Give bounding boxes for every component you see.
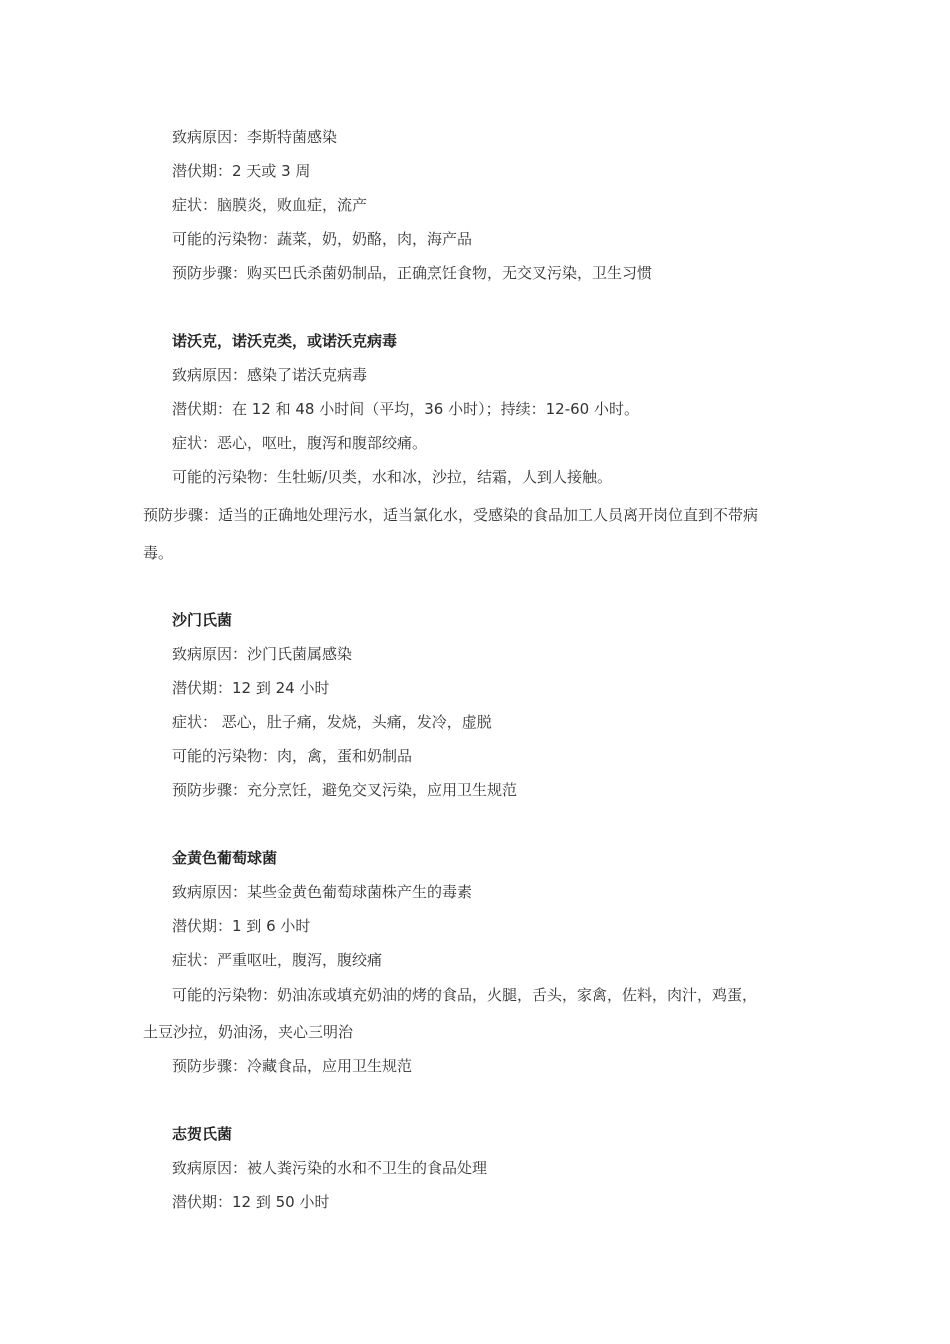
norovirus-prevention: 预防步骤：适当的正确地处理污水，适当氯化水，受感染的食品加工人员离开岗位直到不带病 (143, 506, 759, 524)
norovirus-prevention-continued: 毒。 (143, 544, 174, 562)
staphylococcus-prevention: 预防步骤：冷藏食品，应用卫生规范 (172, 1057, 413, 1075)
listeria-incubation: 潜伏期：2 天或 3 周 (172, 162, 311, 180)
norovirus-contaminants: 可能的污染物：生牡蛎/贝类，水和冰，沙拉，结霜，人到人接触。 (172, 468, 613, 486)
staphylococcus-cause: 致病原因：某些金黄色葡萄球菌株产生的毒素 (172, 883, 473, 901)
listeria-symptoms: 症状：脑膜炎，败血症，流产 (172, 196, 368, 214)
norovirus-cause: 致病原因：感染了诺沃克病毒 (172, 366, 368, 384)
staphylococcus-symptoms: 症状：严重呕吐，腹泻，腹绞痛 (172, 951, 383, 969)
staphylococcus-heading: 金黄色葡萄球菌 (172, 849, 278, 867)
listeria-cause: 致病原因：李斯特菌感染 (172, 128, 338, 146)
listeria-contaminants: 可能的污染物：蔬菜，奶，奶酪，肉，海产品 (172, 230, 473, 248)
salmonella-heading: 沙门氏菌 (172, 611, 233, 629)
staphylococcus-contaminants-continued: 土豆沙拉，奶油汤，夹心三明治 (143, 1023, 354, 1041)
staphylococcus-incubation: 潜伏期：1 到 6 小时 (172, 917, 311, 935)
salmonella-prevention: 预防步骤：充分烹饪，避免交叉污染，应用卫生规范 (172, 781, 518, 799)
staphylococcus-contaminants: 可能的污染物：奶油冻或填充奶油的烤的食品，火腿，舌头，家禽，佐料，肉汁，鸡蛋， (172, 986, 758, 1004)
shigella-incubation: 潜伏期：12 到 50 小时 (172, 1193, 330, 1211)
salmonella-contaminants: 可能的污染物：肉，禽，蛋和奶制品 (172, 747, 413, 765)
salmonella-symptoms: 症状： 恶心，肚子痛，发烧，头痛，发冷，虚脱 (172, 713, 492, 731)
shigella-heading: 志贺氏菌 (172, 1125, 233, 1143)
norovirus-symptoms: 症状：恶心，呕吐，腹泻和腹部绞痛。 (172, 434, 428, 452)
salmonella-incubation: 潜伏期：12 到 24 小时 (172, 679, 330, 697)
listeria-prevention: 预防步骤：购买巴氏杀菌奶制品，正确烹饪食物，无交叉污染，卫生习惯 (172, 264, 653, 282)
norovirus-incubation: 潜伏期：在 12 和 48 小时间（平均，36 小时）；持续：12-60 小时。 (172, 400, 639, 418)
shigella-cause: 致病原因：被人粪污染的水和不卫生的食品处理 (172, 1159, 488, 1177)
salmonella-cause: 致病原因：沙门氏菌属感染 (172, 645, 353, 663)
norovirus-heading: 诺沃克，诺沃克类，或诺沃克病毒 (172, 332, 398, 350)
